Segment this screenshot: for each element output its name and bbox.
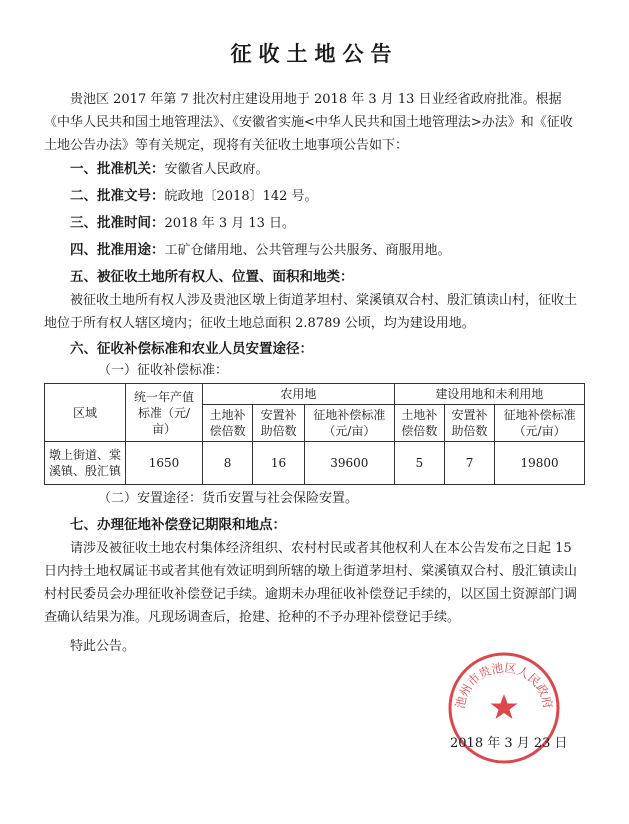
item-approval-date	[44, 211, 585, 236]
cell-region: 墩上街道、棠溪镇、殷汇镇	[45, 442, 126, 485]
intro-paragraph: 贵池区 2017 年第 7 批次村庄建设用地于 2018 年 3 月 13 日业经省政府批准。根据《中华人民共和国土地管理法》、《安徽省实施<中华人民共和国土地管理法>办法》和《征收土地公告办法》等有关规定，现将有关征收土地事项公告如下：	[44, 92, 573, 153]
section6-sub1: （一）征收补偿标准：	[98, 363, 229, 378]
header-unified: 统一年产值标准（元/亩）	[126, 384, 203, 442]
section6-heading: 六、征收补偿标准和农业人员安置途径：	[70, 341, 313, 357]
cell-unified: 1650	[126, 442, 203, 485]
section7-body: 请涉及被征收土地农村集体经济组织、农村村民或者其他权利人在本公告发布之日起 15 日内持土地权属证书或者其他有效证明到所辖的墩上街道茅坦村、棠溪镇双合村、殷汇镇读山村村民委员会办理征收补偿登记手续。逾期未办理征收补偿登记手续的，以区国土资源部门调查确认结果为准。凡现场调查后，抢建、抢种的不予办理补偿登记手续。	[44, 541, 578, 625]
cell-value: 5	[394, 442, 444, 485]
table-row	[45, 442, 585, 485]
subheader: 安置补助倍数	[444, 405, 494, 442]
subheader: 征地补偿标准（元/亩）	[304, 405, 394, 442]
compensation-table	[44, 383, 585, 485]
item-key: 三、批准时间：	[70, 215, 165, 231]
cell-value: 39600	[304, 442, 394, 485]
page-title: 征收土地公告	[230, 42, 399, 66]
section7-heading: 七、办理征地补偿登记期限和地点：	[70, 517, 286, 533]
subheader: 土地补偿倍数	[394, 405, 444, 442]
item-value: 皖政地〔2018〕142 号。	[164, 189, 318, 204]
subheader: 土地补偿倍数	[203, 405, 253, 442]
item-value: 2018 年 3 月 13 日。	[164, 216, 296, 231]
header-agri: 农用地	[203, 384, 395, 405]
item-key: 一、批准机关：	[70, 161, 165, 177]
item-approved-use	[44, 238, 585, 263]
item-document-number	[44, 184, 585, 209]
item-approval-authority	[44, 157, 585, 182]
item-value: 工矿仓储用地、公共管理与公共服务、商服用地。	[164, 243, 451, 258]
item-value: 安徽省人民政府。	[164, 162, 269, 177]
closing-text: 特此公告。	[70, 639, 136, 654]
subheader: 安置补助倍数	[253, 405, 305, 442]
header-construction: 建设用地和未利用地	[394, 384, 584, 405]
subheader: 征地补偿标准（元/亩）	[495, 405, 585, 442]
cell-value: 19800	[495, 442, 585, 485]
seal-text: 池州市贵池区人民政府	[452, 660, 556, 710]
issue-date: 2018 年 3 月 23 日	[450, 736, 568, 751]
item-key: 四、批准用途：	[70, 242, 165, 258]
header-region: 区域	[45, 384, 126, 442]
section5-body: 被征收土地所有权人涉及贵池区墩上街道茅坦村、棠溪镇双合村、殷汇镇读山村，征收土地位于所有权人辖区境内；征收土地总面积 2.8789 公顷，均为建设用地。	[44, 293, 578, 331]
cell-value: 8	[203, 442, 253, 485]
section5-heading: 五、被征收土地所有权人、位置、面积和地类：	[70, 269, 354, 285]
seal-star-icon	[491, 694, 518, 719]
cell-value: 7	[444, 442, 494, 485]
section6-sub2: （二）安置途径：货币安置与社会保险安置。	[98, 491, 359, 506]
item-key: 二、批准文号：	[70, 188, 165, 204]
cell-value: 16	[253, 442, 305, 485]
